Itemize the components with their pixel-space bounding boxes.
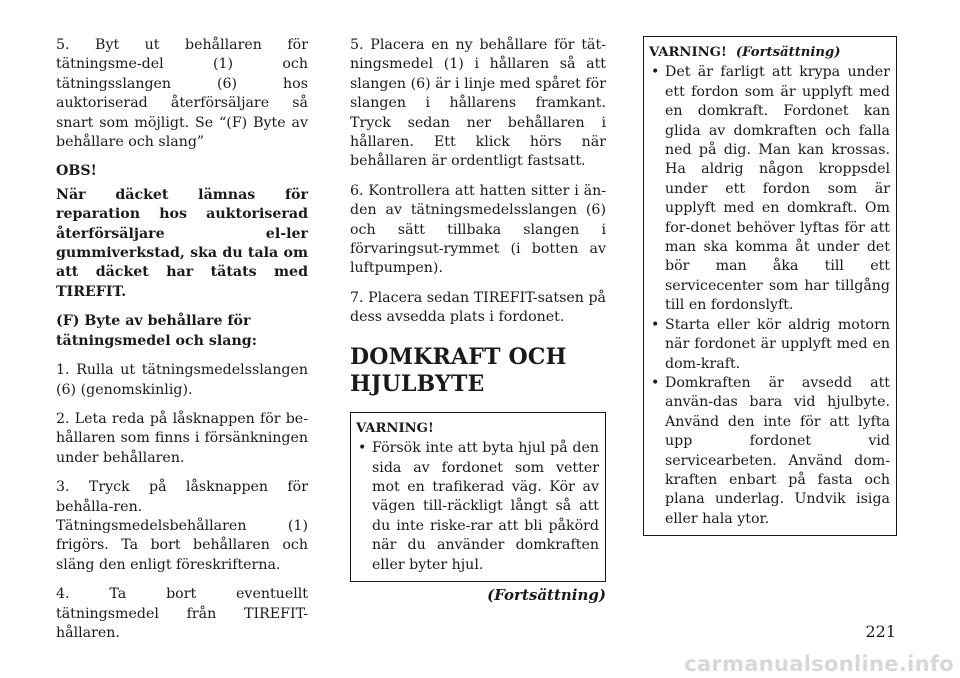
warning-list (356, 439, 599, 575)
step-5-replace-paragraph: 5. Byt ut behållaren för tätningsme-del (1) och tätningsslangen (6) hos auktoriserad återförsäljare så snart som möjligt. Se “(F) Byte av behållare och slang” (56, 37, 308, 151)
warning-title (649, 43, 890, 62)
step-6-paragraph: 6. Kontrollera att hatten sitter i än-den av tätningsmedelsslangen (6) och sätt tillbaka slangen i förvaringsut-rymmet (i botten av luftpumpen). (350, 182, 606, 277)
column-left (56, 36, 308, 653)
section-heading: DOMKRAFT OCH HJULBYTE (350, 343, 567, 397)
step-2-paragraph: 2. Leta reda på låsknappen för be-hållaren som finns i försänkningen under behållaren. (56, 410, 308, 466)
watermark: carmanualsonline.info (684, 652, 954, 676)
note-title: OBS! (56, 163, 97, 180)
warning-box (350, 412, 606, 582)
warning-item (649, 374, 890, 529)
warning-continued-label: (Fortsättning) (735, 45, 841, 60)
column-middle (350, 36, 606, 605)
bullet-icon: • (358, 440, 367, 457)
step-7-paragraph: 7. Placera sedan TIREFIT-satsen på dess avsedda plats i fordonet. (350, 289, 606, 326)
warning-item-text: Starta eller kör aldrig motorn när fordonet är upplyft med en dom-kraft. (665, 316, 890, 372)
step-1-paragraph: 1. Rulla ut tätningsmedelsslangen (6) (genomskinlig). (56, 362, 308, 398)
bullet-icon: • (651, 64, 660, 81)
note-body: När däcket lämnas för reparation hos auktoriserad återförsäljare el-ler gummiverkstad, ska du tala om att däcket har tätats med TIREFIT. (56, 186, 308, 300)
step-3-paragraph: 3. Tryck på låsknappen för behålla-ren. Tätningsmedelsbehållaren (1) frigörs. Ta bort behållaren och släng den enligt föreskrifterna. (56, 479, 308, 573)
warning-box-continued (643, 36, 897, 536)
warning-item (649, 316, 890, 374)
step-4-paragraph: 4. Ta bort eventuellt tätningsmedel från TIREFIT-hållaren. (56, 586, 308, 641)
warning-item-text: Domkraften är avsedd att använ-das bara vid hjulbyte. Använd den inte för att lyfta upp fordonet vid servicearbeten. Använd dom-kraften enbart på fasta och plana underlag. Undvik isiga eller hala ytor. (665, 374, 890, 527)
warning-item (649, 63, 890, 315)
section-subheading: (F) Byte av behållare för tätningsmedel och slang: (56, 313, 257, 349)
step-5-place-paragraph: 5. Placera en ny behållare för tät-ningsmedel (1) i hållaren så att slangen (6) är i linje med spåret för slangen i hållarens framkant. Tryck sedan ner behållaren i hållaren. Ett klick hörs när behållaren är ordentligt fastsatt. (350, 37, 606, 170)
warning-title: VARNING! (356, 420, 434, 436)
bullet-icon: • (651, 316, 660, 333)
continued-label: (Fortsättning) (487, 585, 606, 604)
warning-title-text: VARNING! (649, 45, 727, 60)
warning-list (649, 63, 890, 529)
page-number: 221 (865, 622, 896, 641)
column-right (643, 36, 897, 536)
warning-item-text: Försök inte att byta hjul på den sida av fordonet som vetter mot en trafikerad väg. Kör av vägen till-räckligt långt så att du inte riske-rar att bli påkörd när du använder domkraften eller byter hjul. (372, 440, 599, 573)
warning-item (356, 439, 599, 575)
warning-item-text: Det är farligt att krypa under ett fordon som är upplyft med en domkraft. Fordonet kan glida av domkraften och falla ned på dig. Man kan krossas. Ha aldrig någon kroppsdel under ett fordon som är upplyft med en domkraft. Om for-donet behöver lyftas för att man ska komma åt under det bör man åka till ett servicecenter som har tillgång till en fordonslyft. (665, 64, 890, 314)
bullet-icon: • (651, 374, 660, 391)
